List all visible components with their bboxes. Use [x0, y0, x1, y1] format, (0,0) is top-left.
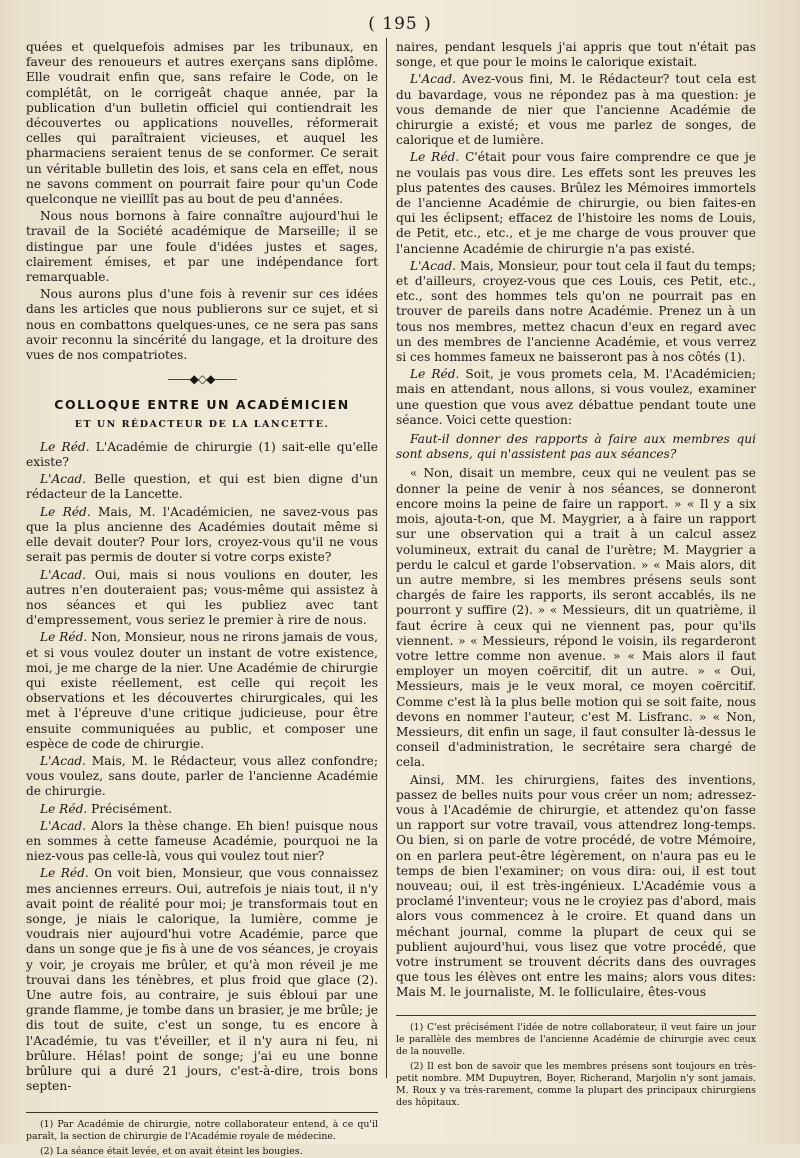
paragraph: quées et quelquefois admises par les tribunaux, en faveur des renoueurs et autres exerçans sans diplôme. Elle voudrait enfin que, sans refaire le Code, on le complétât, on le corrigeât chaque année, par la publication d'un bulletin officiel qui contiendrait les découvertes ou applications nouvelles, réformerait celles qui paraîtraient vicieuses, et auquel les pharmaciens seraient tenus de se conformer. Ce serait un véritable bulletin des lois, et sans cela en effet, nous ne savons comment on pourrait faire pour qu'un Code quelconque ne vieillît pas au bout de peu d'années. [26, 40, 378, 207]
speech: Mais, Monsieur, pour tout cela il faut du temps; et d'ailleurs, croyez-vous que ces Louis, ces Petit, etc., etc., sont des hommes tels qu'on ne pourrait pas en trouver de pareils dans notre Académie. Prenez un à un tous nos membres, mettez chacun d'eux en regard avec un des membres de l'ancienne Académie, et vous verrez si ces hommes fameux ne baisseront pas à nos côtés (1). [396, 258, 756, 365]
speaker: L'Acad. [40, 753, 87, 768]
speech: Soit, je vous promets cela, M. l'Académicien; mais en attendant, nous allons, si vous voulez, examiner une question que vous avez débattue pendant toute une séance. Voici cette question: [396, 367, 756, 427]
speech: Mais, M. le Rédacteur, vous allez confondre; vous voulez, sans doute, parler de l'ancienne Académie de chirurgie. [26, 753, 378, 799]
paragraph: Nous aurons plus d'une fois à revenir sur ces idées dans les articles que nous publierons sur ce sujet, et si nous en combattons quelques-unes, ce ne sera pas sans avoir reconnu la sincérité du langage, et la droiture des vues de nos compatriotes. [26, 287, 378, 363]
paragraph: naires, pendant lesquels j'ai appris que tout n'était pas songe, et que pour le moins le calorique existait. [396, 40, 756, 70]
footnote-rule [396, 1015, 756, 1016]
article-subtitle: ET UN RÉDACTEUR DE LA LANCETTE. [74, 418, 330, 430]
speech: Avez-vous fini, M. le Rédacteur? tout cela est du bavardage, vous ne répondez pas à ma question: je vous demande de nier que l'ancienne Académie de chirurgie a existé; et vous me parlez de songes, de calorique et de lumière. [396, 72, 756, 148]
dialogue-line [26, 568, 378, 629]
dialogue-line [26, 505, 378, 566]
section-ornament: ——◆◇◆—— [167, 372, 237, 387]
speaker: L'Acad. [40, 472, 87, 487]
dialogue-line [396, 150, 756, 256]
speech: L'Académie de chirurgie (1) sait-elle qu'elle existe? [26, 439, 379, 470]
speaker: Le Réd. [410, 367, 460, 382]
speech: Belle question, et qui est bien digne d'un rédacteur de la Lancette. [26, 472, 378, 502]
paragraph: Ainsi, MM. les chirurgiens, faites des inventions, passez de belles nuits pour vous créer un nom; adressez-vous à l'Académie de chirurgie, et attendez qu'on fasse un rapport sur votre travail, vous attendrez long-temps. Ou bien, si on parle de votre procédé, de votre Mémoire, on en parlera peut-être légèrement, on n'aura pas eu le temps de bien l'examiner; on vous dira: oui, il est tout nouveau; oui, il est très-ingénieux. L'Académie vous a proclamé l'inventeur; vous ne le croyiez pas d'abord, mais alors vous commencez à le croire. Et quand dans un méchant journal, comme la plupart de ceux qui se publient aujourd'hui, vous lisez que votre procédé, que votre instrument se trouvent décrits dans des ouvrages que tous les élèves ont entre les mains; alors vous dites: Mais M. le journaliste, M. le folliculaire, êtes-vous [396, 772, 756, 1000]
speech: On voit bien, Monsieur, que vous connaissez mes anciennes erreurs. Oui, autrefois je niais tout, il n'y avait point de réalité pour moi; je transformais tout en songe, je niais le calorique, la lumière, comme je voudrais nier aujourd'hui votre Académie, parce que dans un songe que je fis à une de vos séances, je croyais y voir, je croyais me brûler, et qu'à mon réveil je me trouvai dans les ténèbres, et plus froid que glace (2). Une autre fois, au contraire, je suis ébloui par une grande flamme, je tombe dans un brasier, je me brûle; je dis tout de suite, c'est un songe, tu es encore à l'Académie, tu vas t'éveiller, et il n'y aura ni feu, ni brûlure. Hélas! point de songe; j'ai eu une bonne brûlure qui a duré 21 jours, c'est-à-dire, trois bons septen- [26, 866, 378, 1094]
column-divider [386, 38, 387, 1078]
footnote-rule [26, 1112, 378, 1113]
speech: Alors la thèse change. Eh bien! puisque nous en sommes à cette fameuse Académie, pourquoi ne la niez-vous pas celle-là, vous qui voulez tout nier? [26, 818, 378, 864]
speaker: L'Acad. [410, 72, 457, 87]
dialogue-line [396, 367, 756, 428]
dialogue-line [26, 802, 378, 817]
paragraph: « Non, disait un membre, ceux qui ne veulent pas se donner la peine de venir à nos séances, se donneront encore moins la peine de faire un rapport. » « Il y a six mois, ajouta-t-on, que M. Maygrier, a à faire un rapport sur une observation qui a trait à un calcul assez volumineux, extrait du canal de l'urètre; M. Maygrier a perdu le calcul et garde l'observation. » « Mais alors, dit un autre membre, si les membres présens seuls sont chargés de faire les rapports, ils seront accablés, ils ne pourront y suffire (2). » « Messieurs, dit un quatrième, il faut écrire à ceux qui ne viennent pas, pour qu'ils viennent. » « Messieurs, répond le voisin, ils regarderont votre lettre comme non avenue. » « Mais alors il faut employer un moyen coërcitif, dit un autre. » « Oui, Messieurs, mais je le veux moral, ce moyen coërcitif. Comme c'est là la plus belle motion qui se soit faite, nous devons en nommer l'auteur, c'est M. Lisfranc. » « Non, Messieurs, dit enfin un sage, il faut consulter là-dessus le conseil d'administration, le secrétaire sera chargé de cela. [396, 466, 756, 770]
speaker: L'Acad. [40, 818, 87, 833]
dialogue-line [26, 866, 378, 1094]
paragraph: Nous nous bornons à faire connaître aujourd'hui le travail de la Société académique de Marseille; il se distingue par une foule d'idées justes et sages, clairement émises, et par une indépendance fort remarquable. [26, 209, 378, 285]
speaker: Le Réd. [40, 866, 89, 881]
dialogue-line [26, 630, 378, 752]
dialogue-line [396, 259, 756, 365]
speech: Non, Monsieur, nous ne rirons jamais de vous, et si vous voulez douter un instant de votre existence, moi, je me charge de la nier. Une Académie de chirurgie qui existe réellement, est celle qui reçoit les observations et les découvertes chirurgicales, qui les met à l'épreuve d'une critique judicieuse, pour être ensuite communiquées au public, et composer une espèce de code de chirurgie. [26, 630, 378, 751]
footnote: (1) C'est précisément l'idée de notre collaborateur, il veut faire un jour le parallèle des membres de l'ancienne Académie de chirurgie avec ceux de la nouvelle. [396, 1021, 756, 1057]
dialogue-line [26, 819, 378, 865]
article-title: COLLOQUE ENTRE UN ACADÉMICIEN [54, 397, 350, 413]
speaker: L'Acad. [410, 258, 457, 273]
dialogue-line [26, 440, 378, 470]
speaker: Le Réd. [40, 439, 90, 454]
speech: Précisément. [87, 801, 172, 816]
debate-question: Faut-il donner des rapports à faire aux membres qui sont absens, qui n'assistent pas aux séances? [396, 432, 756, 462]
dialogue-line [26, 754, 378, 800]
speech: Oui, mais si nous voulions en douter, les autres n'en douteraient pas; vous-même qui assistez à nos séances et qui les publiez avec tant d'empressement, vous seriez le premier à rire de nous. [26, 567, 378, 628]
right-column [396, 40, 756, 1109]
footnote: (1) Par Académie de chirurgie, notre collaborateur entend, à ce qu'il paraît, la section de chirurgie de l'Académie royale de médecine. [26, 1119, 378, 1143]
speech: Mais, M. l'Académicien, ne savez-vous pas que la plus ancienne des Académies doutait même si elle devait douter? Pour lors, croyez-vous qu'il ne vous serait pas permis de douter si votre corps existe? [26, 504, 378, 565]
dialogue-line [26, 472, 378, 502]
left-column [26, 40, 378, 1158]
page-number: ( 195 ) [368, 14, 432, 34]
speech: C'était pour vous faire comprendre ce que je ne voulais pas vous dire. Les effets sont les preuves les plus patentes des causes. Brûlez les Mémoires immortels de l'ancienne Académie de chirurgie, ou bien faites-en qui les éclipsent; effacez de l'histoire les noms de Louis, de Petit, etc., etc., et je me charge de vous prouver que l'ancienne Académie de chirurgie n'a pas existé. [396, 150, 756, 256]
speaker: Le Réd. [410, 150, 460, 165]
dialogue-line [396, 72, 756, 148]
footnote: (2) Il est bon de savoir que les membres présens sont toujours en très-petit nombre. MM Dupuytren, Boyer, Richerand, Marjolin n'y sont jamais. M. Roux y va très-rarement, comme la plupart des principaux chirurgiens des hôpitaux. [396, 1060, 756, 1108]
footnote: (2) La séance était levée, et on avait éteint les bougies. [40, 1146, 303, 1158]
speaker: Le Réd. [40, 504, 91, 519]
speaker: Le Réd. [40, 630, 88, 645]
speaker: Le Réd. [40, 801, 88, 816]
speaker: L'Acad. [40, 567, 87, 582]
